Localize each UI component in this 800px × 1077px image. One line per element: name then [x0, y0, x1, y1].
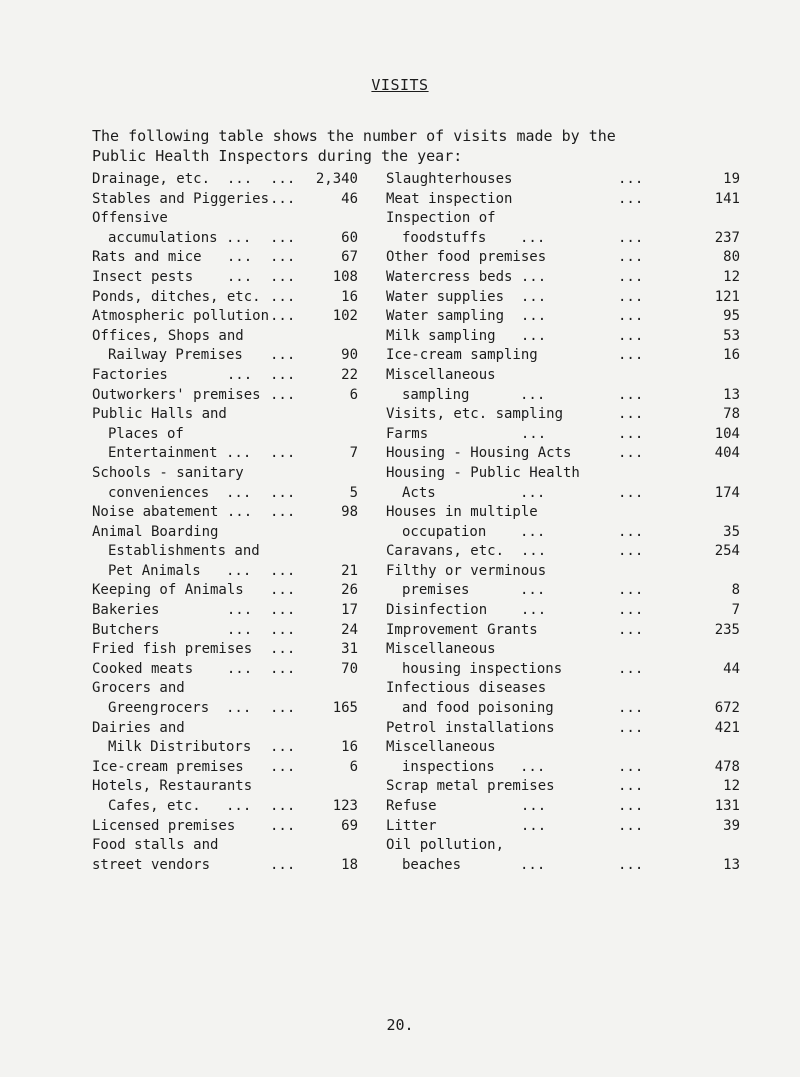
visit-count: 18: [341, 856, 358, 873]
leader-dots: ...: [270, 856, 296, 873]
visit-count: 26: [341, 582, 358, 599]
visit-count: 67: [341, 249, 358, 266]
visit-category-label: Butchers ...: [92, 621, 253, 638]
visit-count: 12: [723, 268, 740, 285]
leader-dots: ...: [618, 484, 644, 501]
leader-dots: ...: [618, 327, 644, 344]
page-title: VISITS: [371, 76, 429, 94]
visit-row: [92, 601, 422, 621]
visit-count: 16: [341, 739, 358, 756]
leader-dots: ...: [270, 229, 296, 246]
leader-dots: ...: [618, 700, 644, 717]
visit-category-label: Offices, Shops and: [92, 327, 244, 344]
visit-row: [386, 640, 740, 660]
leader-dots: ...: [618, 229, 644, 246]
visit-row: [92, 856, 422, 876]
visit-row: [386, 621, 740, 641]
leader-dots: ...: [270, 602, 296, 619]
visit-row: [386, 190, 740, 210]
visit-row: [92, 523, 422, 543]
visit-row: [386, 386, 740, 406]
leader-dots: ...: [618, 602, 644, 619]
leader-dots: ...: [618, 445, 644, 462]
visit-row: [386, 268, 740, 288]
visit-count: 22: [341, 366, 358, 383]
visit-category-label: sampling ...: [402, 386, 546, 403]
visit-row: [386, 758, 740, 778]
visit-category-label: Cafes, etc. ...: [108, 798, 252, 814]
leader-dots: ...: [618, 543, 644, 560]
leader-dots: ...: [270, 758, 296, 775]
visit-row: [386, 209, 740, 229]
visit-count: 90: [341, 347, 358, 364]
visit-category-label: Oil pollution,: [386, 837, 505, 854]
visit-category-label: Other food premises: [386, 249, 547, 266]
visit-category-label: inspections ...: [402, 758, 546, 775]
visit-category-label: Miscellaneous: [386, 739, 496, 756]
visit-row: [92, 405, 422, 425]
visit-count: 35: [723, 523, 740, 540]
leader-dots: ...: [618, 249, 644, 266]
leader-dots: ...: [618, 347, 644, 364]
intro-line-2: Public Health Inspectors during the year:: [92, 147, 463, 165]
visit-row: [386, 503, 740, 523]
visit-row: [92, 366, 422, 386]
visit-category-label: Drainage, etc. ...: [92, 171, 253, 187]
leader-dots: ...: [618, 798, 644, 814]
visit-category-label: Slaughterhouses: [386, 171, 513, 187]
visit-count: 24: [341, 621, 358, 638]
visit-row: [386, 856, 740, 876]
visit-category-label: Improvement Grants: [386, 621, 538, 638]
visit-count: 39: [723, 817, 740, 834]
visit-category-label: premises ...: [402, 582, 546, 599]
visit-category-label: Public Halls and: [92, 406, 227, 423]
visit-row: [92, 425, 422, 445]
visit-row: [92, 621, 422, 641]
visit-row: [92, 640, 422, 660]
visit-category-label: Acts ...: [402, 484, 546, 501]
visit-category-label: Scrap metal premises: [386, 778, 555, 795]
visit-count: 8: [731, 582, 740, 599]
visit-category-label: Watercress beds ...: [386, 268, 547, 285]
visit-category-label: Food stalls and: [92, 837, 219, 854]
visit-category-label: Grocers and: [92, 680, 185, 697]
visit-row: [92, 836, 422, 856]
visit-row: [92, 170, 422, 190]
visit-category-label: Animal Boarding: [92, 523, 219, 540]
visit-row: [386, 248, 740, 268]
visit-count: 70: [341, 660, 358, 677]
visit-row: [386, 346, 740, 366]
visit-category-label: Noise abatement ...: [92, 504, 253, 521]
visit-row: [92, 346, 422, 366]
visit-count: 16: [341, 288, 358, 305]
visit-category-label: Miscellaneous: [386, 366, 496, 383]
leader-dots: ...: [618, 719, 644, 736]
leader-dots: ...: [270, 308, 296, 325]
visit-category-label: Insect pests ...: [92, 268, 253, 285]
visit-count: 237: [714, 229, 740, 246]
visit-count: 7: [731, 602, 740, 619]
visit-count: 60: [341, 229, 358, 246]
visit-category-label: occupation ...: [402, 523, 546, 540]
visit-row: [386, 523, 740, 543]
visit-category-label: Hotels, Restaurants: [92, 778, 253, 795]
leader-dots: ...: [270, 347, 296, 364]
visit-count: 235: [714, 621, 740, 638]
leader-dots: ...: [270, 190, 296, 207]
leader-dots: ...: [618, 856, 644, 873]
visit-category-label: Disinfection ...: [386, 602, 547, 619]
leader-dots: ...: [618, 288, 644, 305]
leader-dots: ...: [270, 249, 296, 266]
visit-count: 13: [723, 386, 740, 403]
visit-category-label: and food poisoning: [402, 700, 554, 717]
leader-dots: ...: [618, 171, 644, 187]
visit-category-label: Water sampling ...: [386, 308, 547, 325]
visit-count: 174: [714, 484, 740, 501]
leader-dots: ...: [270, 798, 296, 814]
visit-row: [386, 229, 740, 249]
visit-row: [92, 817, 422, 837]
leader-dots: ...: [270, 171, 296, 187]
visit-count: 17: [341, 602, 358, 619]
visit-category-label: Greengrocers ...: [108, 700, 252, 717]
visit-category-label: Meat inspection: [386, 190, 513, 207]
visit-row: [92, 386, 422, 406]
visit-category-label: Places of: [108, 425, 184, 442]
visit-count: 123: [332, 798, 358, 814]
visit-count: 104: [714, 425, 740, 442]
visit-row: [386, 464, 740, 484]
visit-category-label: Outworkers' premises: [92, 386, 261, 403]
leader-dots: ...: [618, 660, 644, 677]
visit-count: 6: [349, 758, 358, 775]
leader-dots: ...: [270, 660, 296, 677]
leader-dots: ...: [270, 445, 296, 462]
visit-category-label: Fried fish premises: [92, 641, 253, 658]
visit-category-label: street vendors: [92, 856, 211, 873]
visit-row: [386, 425, 740, 445]
leader-dots: ...: [270, 504, 296, 521]
visit-count: 80: [723, 249, 740, 266]
visit-category-label: Filthy or verminous: [386, 562, 547, 579]
visit-row: [92, 503, 422, 523]
leader-dots: ...: [270, 641, 296, 658]
leader-dots: ...: [270, 817, 296, 834]
visit-category-label: Housing - Housing Acts: [386, 445, 572, 462]
leader-dots: ...: [270, 739, 296, 756]
visit-category-label: Visits, etc. sampling: [386, 406, 564, 423]
visit-category-label: Railway Premises: [108, 347, 243, 364]
visit-count: 6: [349, 386, 358, 403]
leader-dots: ...: [270, 700, 296, 717]
visit-row: [92, 562, 422, 582]
visit-category-label: Rats and mice ...: [92, 249, 253, 266]
visit-row: [386, 719, 740, 739]
visit-category-label: Dairies and: [92, 719, 185, 736]
visit-count: 12: [723, 778, 740, 795]
leader-dots: ...: [270, 484, 296, 501]
leader-dots: ...: [618, 190, 644, 207]
leader-dots: ...: [618, 406, 644, 423]
visit-row: [386, 777, 740, 797]
visit-row: [386, 562, 740, 582]
leader-dots: ...: [618, 621, 644, 638]
visit-category-label: Offensive: [92, 210, 168, 227]
intro-text: [92, 126, 732, 166]
visit-row: [92, 229, 422, 249]
visit-category-label: Stables and Piggeries: [92, 190, 270, 207]
visit-category-label: Cooked meats ...: [92, 660, 253, 677]
visit-row: [386, 327, 740, 347]
visit-count: 102: [332, 308, 358, 325]
visit-count: 131: [714, 798, 740, 814]
visit-category-label: Establishments and: [108, 543, 260, 560]
leader-dots: ...: [618, 582, 644, 599]
visit-count: 98: [341, 504, 358, 521]
visit-count: 121: [714, 288, 740, 305]
visit-row: [92, 209, 422, 229]
visit-category-label: Inspection of: [386, 210, 496, 227]
visit-row: [386, 581, 740, 601]
visit-category-label: Atmospheric pollution: [92, 308, 270, 325]
visit-row: [386, 366, 740, 386]
visit-row: [92, 797, 422, 817]
visit-row: [386, 444, 740, 464]
leader-dots: ...: [270, 268, 296, 285]
visit-category-label: Litter ...: [386, 817, 547, 834]
visit-category-label: Farms ...: [386, 425, 547, 442]
visit-count: 5: [349, 484, 358, 501]
visit-row: [386, 170, 740, 190]
visit-category-label: Infectious diseases: [386, 680, 547, 697]
visit-category-label: Ice-cream sampling: [386, 347, 538, 364]
leader-dots: ...: [618, 308, 644, 325]
visit-row: [92, 738, 422, 758]
visit-count: 254: [714, 543, 740, 560]
visit-category-label: conveniences ...: [108, 484, 252, 501]
leader-dots: ...: [270, 288, 296, 305]
visit-category-label: Houses in multiple: [386, 504, 538, 521]
visit-count: 165: [332, 700, 358, 717]
visit-row: [92, 542, 422, 562]
visit-row: [386, 307, 740, 327]
visit-category-label: Factories ...: [92, 366, 253, 383]
visit-row: [92, 758, 422, 778]
visit-count: 21: [341, 562, 358, 579]
visit-count: 421: [714, 719, 740, 736]
visit-count: 44: [723, 660, 740, 677]
visit-row: [386, 738, 740, 758]
leader-dots: ...: [270, 582, 296, 599]
visit-count: 13: [723, 856, 740, 873]
leader-dots: ...: [618, 778, 644, 795]
visit-count: 108: [332, 268, 358, 285]
leader-dots: ...: [270, 621, 296, 638]
visit-row: [92, 679, 422, 699]
leader-dots: ...: [618, 386, 644, 403]
visit-row: [92, 268, 422, 288]
visit-category-label: Licensed premises: [92, 817, 236, 834]
leader-dots: ...: [270, 366, 296, 383]
visit-count: 16: [723, 347, 740, 364]
visit-category-label: Miscellaneous: [386, 641, 496, 658]
visit-category-label: accumulations ...: [108, 229, 252, 246]
visit-count: 672: [714, 700, 740, 717]
visit-count: 78: [723, 406, 740, 423]
leader-dots: ...: [618, 425, 644, 442]
visit-row: [92, 307, 422, 327]
left-visits-column: [92, 170, 422, 875]
right-visits-column: [386, 170, 740, 875]
visit-count: 7: [349, 445, 358, 462]
visit-category-label: foodstuffs ...: [402, 229, 546, 246]
intro-line-1: The following table shows the number of visits made by the: [92, 127, 616, 145]
visit-row: [92, 581, 422, 601]
leader-dots: ...: [270, 386, 296, 403]
visit-row: [92, 699, 422, 719]
visit-count: 95: [723, 308, 740, 325]
visit-category-label: Water supplies ...: [386, 288, 547, 305]
visit-row: [92, 444, 422, 464]
leader-dots: ...: [270, 562, 296, 579]
visit-category-label: Refuse ...: [386, 798, 547, 814]
visit-category-label: Milk Distributors: [108, 739, 252, 756]
visit-count: 478: [714, 758, 740, 775]
visit-row: [92, 719, 422, 739]
visit-row: [386, 288, 740, 308]
visit-row: [386, 601, 740, 621]
visit-row: [92, 777, 422, 797]
visit-category-label: Milk sampling ...: [386, 327, 547, 344]
visit-count: 69: [341, 817, 358, 834]
visit-category-label: housing inspections: [402, 660, 563, 677]
visit-count: 404: [714, 445, 740, 462]
visit-row: [386, 836, 740, 856]
visit-row: [92, 190, 422, 210]
visit-row: [386, 817, 740, 837]
visit-count: 46: [341, 190, 358, 207]
visit-category-label: Petrol installations: [386, 719, 555, 736]
visit-category-label: Keeping of Animals: [92, 582, 244, 599]
visit-row: [386, 542, 740, 562]
visit-row: [92, 484, 422, 504]
visit-category-label: Pet Animals ...: [108, 562, 252, 579]
leader-dots: ...: [618, 817, 644, 834]
visit-count: 53: [723, 327, 740, 344]
visit-row: [386, 660, 740, 680]
leader-dots: ...: [618, 268, 644, 285]
visit-category-label: beaches ...: [402, 856, 546, 873]
visit-row: [92, 464, 422, 484]
visit-category-label: Ponds, ditches, etc.: [92, 288, 261, 305]
page-number: 20.: [386, 1016, 414, 1034]
visit-count: 19: [723, 171, 740, 187]
visit-row: [92, 327, 422, 347]
visit-category-label: Schools - sanitary: [92, 464, 244, 481]
visit-row: [92, 248, 422, 268]
visit-category-label: Ice-cream premises: [92, 758, 244, 775]
visit-count: 141: [714, 190, 740, 207]
visit-count: 2,340: [315, 171, 358, 187]
visit-row: [386, 699, 740, 719]
leader-dots: ...: [618, 758, 644, 775]
visit-row: [386, 797, 740, 817]
visit-row: [386, 484, 740, 504]
visit-category-label: Entertainment ...: [108, 445, 252, 462]
visit-row: [386, 405, 740, 425]
visit-row: [92, 660, 422, 680]
visit-category-label: Bakeries ...: [92, 602, 253, 619]
visit-category-label: Housing - Public Health: [386, 464, 580, 481]
visit-count: 31: [341, 641, 358, 658]
visit-row: [386, 679, 740, 699]
visit-category-label: Caravans, etc. ...: [386, 543, 547, 560]
visit-row: [92, 288, 422, 308]
leader-dots: ...: [618, 523, 644, 540]
